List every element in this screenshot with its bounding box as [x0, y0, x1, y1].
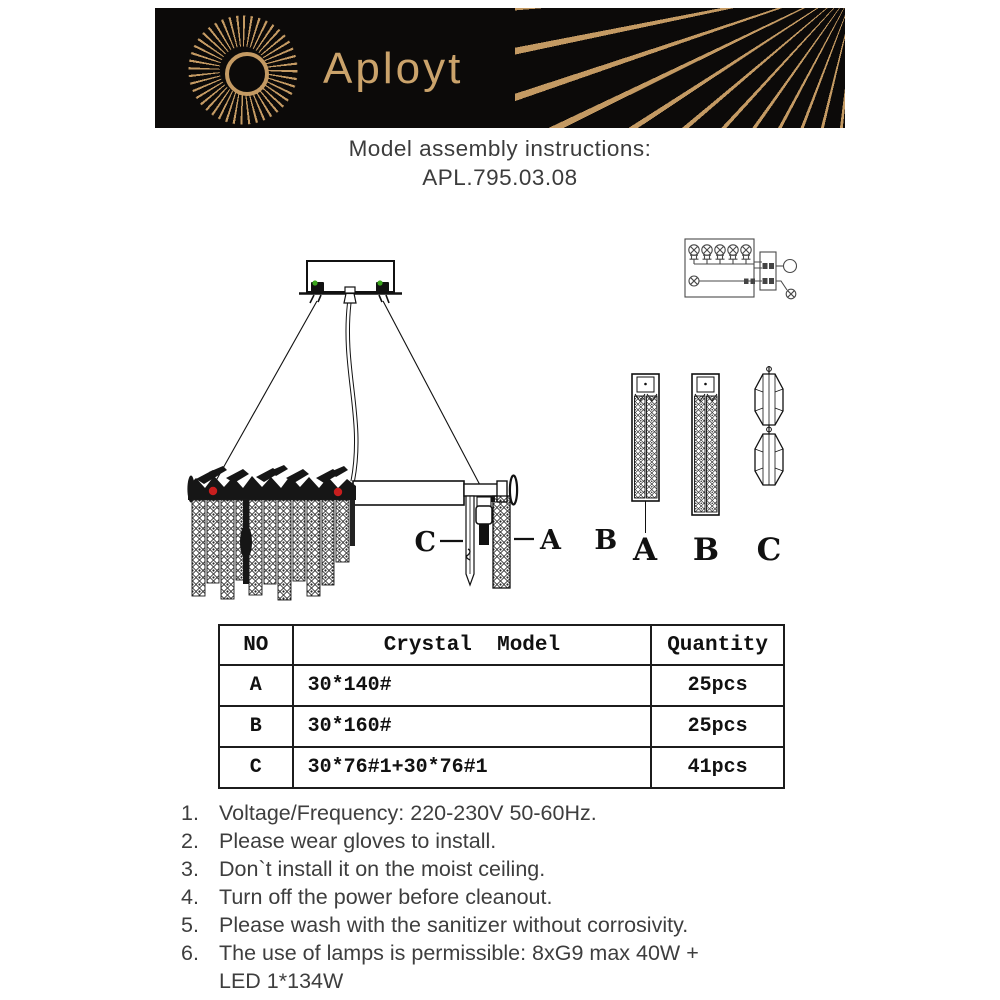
- table-row: [219, 665, 784, 706]
- table-row: [219, 706, 784, 747]
- crystal-c-drawing: [755, 366, 783, 485]
- item-number: 1.: [181, 801, 199, 825]
- crystal-a-drawing: [632, 374, 659, 533]
- crystal-cluster-icon: [187, 465, 356, 600]
- component-label-a: A: [632, 532, 658, 568]
- item-text: Don`t install it on the moist ceiling.: [219, 857, 546, 881]
- item-number: 4.: [181, 885, 199, 909]
- table-header-row: [219, 625, 784, 665]
- list-item: [181, 855, 881, 883]
- red-indicator-dot: [334, 488, 342, 496]
- item-number: 3.: [181, 857, 199, 881]
- page-title: Model assembly instructions:: [348, 136, 652, 161]
- cell-model: 30*76#1+30*76#1: [293, 747, 652, 788]
- green-indicator-dot: [377, 280, 382, 285]
- list-item: [181, 939, 881, 995]
- cell-model: 30*160#: [293, 706, 652, 747]
- cell-qty: 41pcs: [651, 747, 784, 788]
- lamp-socket-icon: [476, 497, 492, 545]
- pointer-label-c: C: [414, 527, 436, 558]
- cell-no: C: [219, 747, 293, 788]
- item-text: The use of lamps is permissible: 8xG9 max 40W + LED 1*134W: [219, 941, 699, 993]
- model-number: APL.795.03.08: [422, 165, 578, 190]
- col-header-no: NO: [219, 625, 293, 665]
- green-indicator-dot: [312, 280, 317, 285]
- table-row: [219, 747, 784, 788]
- wiring-schematic-icon: [685, 239, 797, 299]
- item-text-line2: LED 1*134W: [219, 969, 344, 993]
- item-text: Please wear gloves to install.: [219, 829, 497, 853]
- list-item: [181, 799, 881, 827]
- item-text: Voltage/Frequency: 220-230V 50-60Hz.: [219, 801, 597, 825]
- crystal-strip-ab-icon: [493, 496, 510, 588]
- crystal-strip-c-icon: [466, 496, 474, 585]
- list-item: [181, 827, 881, 855]
- brand-name: Aployt: [323, 44, 464, 93]
- list-item: [181, 883, 881, 911]
- instruction-list: [181, 799, 881, 995]
- col-header-quantity: Quantity: [651, 625, 784, 665]
- cell-model: 30*140#: [293, 665, 652, 706]
- cell-no: B: [219, 706, 293, 747]
- item-text: Please wash with the sanitizer without corrosivity.: [219, 913, 689, 937]
- red-indicator-dot: [209, 487, 217, 495]
- crystal-parts-table: [218, 624, 785, 789]
- crystal-b-drawing: [692, 374, 719, 515]
- item-number: 2.: [181, 829, 199, 853]
- cell-no: A: [219, 665, 293, 706]
- cell-qty: 25pcs: [651, 665, 784, 706]
- ceiling-canopy-icon: [299, 261, 402, 303]
- component-label-b: B: [692, 532, 720, 568]
- list-item: [181, 911, 881, 939]
- component-label-c: C: [756, 532, 782, 568]
- suspension-cables-icon: [213, 301, 481, 487]
- pointer-label-ab: A B: [540, 525, 630, 556]
- item-number: 5.: [181, 913, 199, 937]
- item-number: 6.: [181, 941, 199, 965]
- item-text: Turn off the power before cleanout.: [219, 885, 553, 909]
- cell-qty: 25pcs: [651, 706, 784, 747]
- col-header-model: Crystal Model: [293, 625, 652, 665]
